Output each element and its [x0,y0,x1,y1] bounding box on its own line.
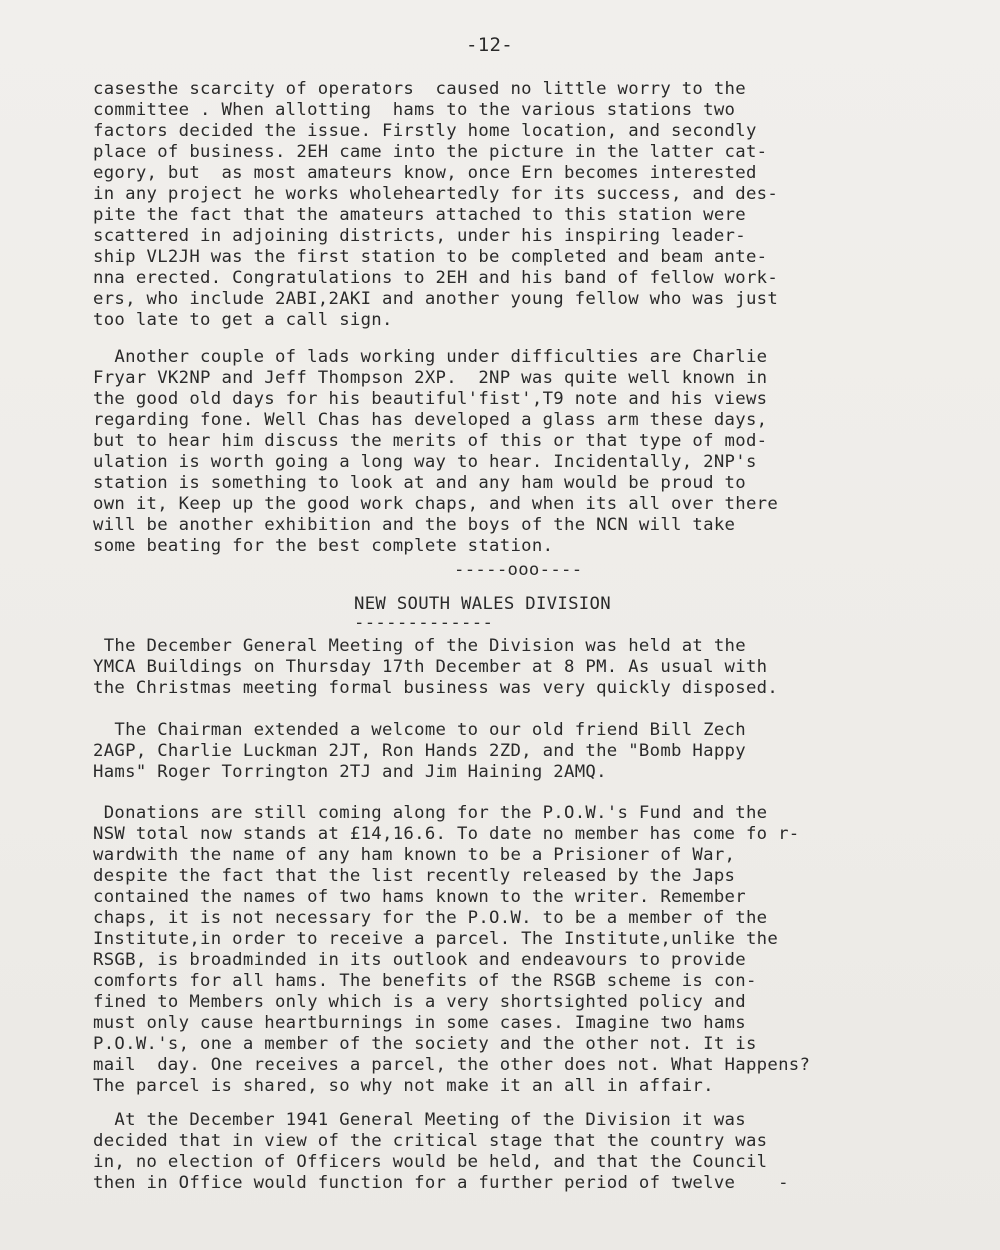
text-line: comforts for all hams. The benefits of the RSGB scheme is con- [93,971,757,991]
text-line: chaps, it is not necessary for the P.O.W. to be a member of the [93,908,768,928]
heading-underline: ------------- [354,613,494,633]
text-line: casesthe scarcity of operators caused no little worry to the [93,79,746,99]
text-line: committee . When allotting hams to the various stations two [93,100,736,120]
text-line: in any project he works wholeheartedly for its success, and des- [93,184,779,204]
text-line: Donations are still coming along for the P.O.W.'s Fund and the [93,803,768,823]
text-line: The parcel is shared, so why not make it an all in affair. [93,1076,714,1096]
text-line: ulation is worth going a long way to hear. Incidentally, 2NP's [93,452,757,472]
text-line: decided that in view of the critical stage that the country was [93,1131,768,1151]
text-line: mail day. One receives a parcel, the other does not. What Happens? [93,1055,811,1075]
text-line: wardwith the name of any ham known to be a Prisioner of War, [93,845,736,865]
text-line: pite the fact that the amateurs attached to this station were [93,205,746,225]
text-line: scattered in adjoining districts, under his inspiring leader- [93,226,746,246]
text-line: RSGB, is broadminded in its outlook and endeavours to provide [93,950,746,970]
text-line: factors decided the issue. Firstly home location, and secondly [93,121,757,141]
text-line: will be another exhibition and the boys of the NCN will take [93,515,736,535]
text-line: YMCA Buildings on Thursday 17th December at 8 PM. As usual with [93,657,768,677]
text-line: Fryar VK2NP and Jeff Thompson 2XP. 2NP was quite well known in [93,368,768,388]
text-line: The December General Meeting of the Division was held at the [93,636,746,656]
page-number: -12- [466,34,513,56]
text-line: Institute,in order to receive a parcel. The Institute,unlike the [93,929,779,949]
text-line: own it, Keep up the good work chaps, and when its all over there [93,494,779,514]
paragraph-election [93,1110,1000,1194]
text-line: P.O.W.'s, one a member of the society and the other not. It is [93,1034,757,1054]
text-line: 2AGP, Charlie Luckman 2JT, Ron Hands 2ZD, and the "Bomb Happy [93,741,746,761]
text-line: station is something to look at and any ham would be proud to [93,473,746,493]
text-line: the Christmas meeting formal business was very quickly disposed. [93,678,779,698]
text-line: in, no election of Officers would be held, and that the Council [93,1152,768,1172]
division-heading: NEW SOUTH WALES DIVISION [354,594,611,614]
text-line: At the December 1941 General Meeting of the Division it was [93,1110,746,1130]
text-line: then in Office would function for a further period of twelve - [93,1173,789,1193]
text-line: too late to get a call sign. [93,310,393,330]
text-line: some beating for the best complete station. [93,536,554,556]
paragraph-charlie-fryar [93,347,1000,557]
text-line: egory, but as most amateurs know, once Ern becomes interested [93,163,757,183]
text-line: regarding fone. Well Chas has developed a glass arm these days, [93,410,768,430]
text-line: contained the names of two hams known to the writer. Remember [93,887,746,907]
paragraph-december-meeting [93,636,1000,699]
text-line: nna erected. Congratulations to 2EH and his band of fellow work- [93,268,779,288]
text-line: must only cause heartburnings in some cases. Imagine two hams [93,1013,746,1033]
paragraph-pow-fund [93,803,1000,1097]
text-line: fined to Members only which is a very shortsighted policy and [93,992,746,1012]
paragraph-stations [93,79,1000,331]
text-line: place of business. 2EH came into the picture in the latter cat- [93,142,768,162]
paragraph-welcome [93,720,1000,783]
text-line: NSW total now stands at £14,16.6. To date no member has come fo r- [93,824,800,844]
text-line: ers, who include 2ABI,2AKI and another young fellow who was just [93,289,779,309]
text-line: ship VL2JH was the first station to be completed and beam ante- [93,247,768,267]
text-line: the good old days for his beautiful'fist',T9 note and his views [93,389,768,409]
text-line: but to hear him discuss the merits of this or that type of mod- [93,431,768,451]
text-line: despite the fact that the list recently released by the Japs [93,866,736,886]
section-separator: -----ooo---- [454,560,583,580]
text-line: Another couple of lads working under difficulties are Charlie [93,347,768,367]
text-line: The Chairman extended a welcome to our old friend Bill Zech [93,720,746,740]
text-line: Hams" Roger Torrington 2TJ and Jim Haining 2AMQ. [93,762,607,782]
